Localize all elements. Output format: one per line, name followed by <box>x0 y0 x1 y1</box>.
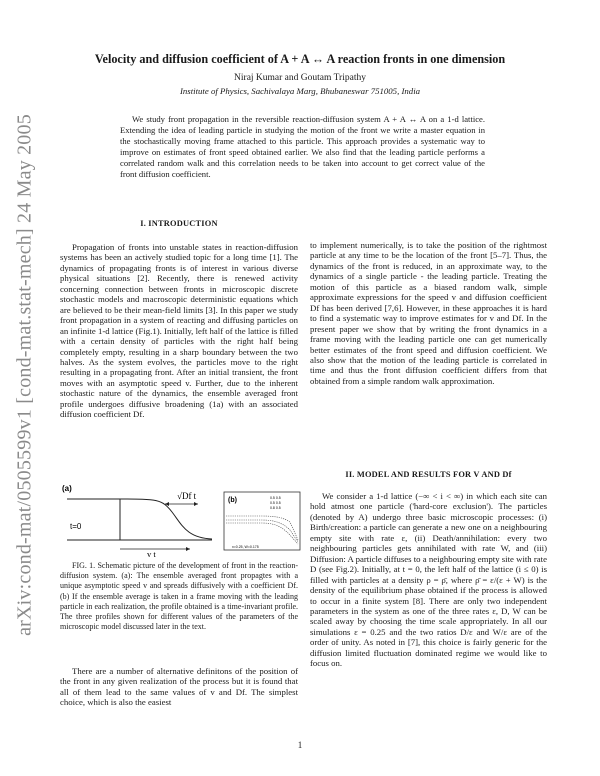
vt-label: v t <box>147 549 156 557</box>
section-heading-introduction: I. INTRODUCTION <box>140 219 218 228</box>
legend-entry-3: 0.8 0.5 <box>270 506 281 510</box>
model-column-right <box>310 491 547 669</box>
paper-authors: Niraj Kumar and Goutam Tripathy <box>234 73 366 83</box>
arxiv-sidebar <box>10 95 40 655</box>
intro-column-left <box>60 242 298 420</box>
panel-a-label: (a) <box>62 484 72 493</box>
intro-paragraph-2: There are a number of alternative definitons of the position of the front in any given realization of the process but it is found that all of them lead to the same values of v and Df. The simplest choice, which is also the easiest <box>60 666 298 708</box>
abstract: We study front propagation in the reversible reaction-diffusion system A + A ↔ A on a 1-d lattice. Extending the idea of leading particle in studying the motion of the front we write a master equation in the stochastically moving frame attached to this particle. This approach provides a systematic way to improve on estimates of front speed obtained earlier. We also find that the leading particle performs a correlated random walk and this correlation needs to be taken into account to get correct value of the front diffusion coefficient. <box>120 114 485 179</box>
profile-curve-1 <box>226 516 298 540</box>
width-arrow-right-head <box>194 502 198 506</box>
intro-paragraph-1: Propagation of fronts into unstable states in reaction-diffusion systems has been an actively studied topic for a long time [1]. The dynamics of propagating fronts is of interest in various diverse physical situations [2]. Recently, there is renewed activity concerning connection between fronts in microscopic discrete stochastic models and macroscopic deterministic equations which are believed to be their mean-field limits [3]. In this paper we study front propagation in a system of reacting and diffusing particles on an infinite 1-d lattice (Fig.1). Initially, left half of the lattice is filled with a certain density of particles with the right half being completely empty, resulting in a sharp boundary between the two halves. As the system evolves, the particles move to the right resulting in a propagating front. After an initial transient, the front moves with an asymptotic speed v. Further, due to the inherent stochastic nature of the dynamics, the ensemble averaged front profile undergoes diffusive broadening (1a) with an associated diffusion coefficient Df. <box>60 242 298 420</box>
figure-1 <box>62 482 302 557</box>
legend-entry-2: 0.5 0.5 <box>270 501 281 505</box>
front-profile-curve <box>120 499 212 539</box>
paper-title: Velocity and diffusion coefficient of A + A ↔ A reaction fronts in one dimension <box>94 52 506 66</box>
intro-column-left-bottom <box>60 666 298 708</box>
legend-entry-1: 0.5 0.5 <box>270 496 281 500</box>
figure-1-graphic <box>62 482 302 557</box>
panel-b-label: (b) <box>228 497 237 504</box>
section-heading-model: II. MODEL AND RESULTS FOR V AND Df <box>345 470 512 479</box>
intro-column-right <box>310 240 547 386</box>
figure-1-caption: FIG. 1. Schematic picture of the development of front in the reaction-diffusion system. (a): The ensemble averaged front propagtes with a unique asymptotic speed v and spreads diffusively with a coefficient Df. (b) If the ensemble average is taken in a frame moving with the leading particle in each realization, the profile obtained is a time-invariant profile. The three profiles shown for different values of the parameters of the microscopic model discussed later in the text. <box>60 561 298 632</box>
sqrt-df-t-label: √Df t <box>177 491 197 501</box>
model-paragraph-1: We consider a 1-d lattice (−∞ < i < ∞) in which each site can hold atmost one particle ('hard-core exclusion'). The particles (denoted by A) undergo three basic microscopic processes: (i) Birth/creation: a particle can generate a new one on a neighbouring empty site with rate ε, (ii) Death/annihilation: every two neighbouring particles gets annihilated with rate W, and (iii) Diffusion: A particle diffuses to a neighbouring empty site with rate D (see Fig.2). Initially, at t = 0, the left half of the lattice (i ≤ 0) is filled with particles at a density ρ = ρ̄, where ρ̄ = ε/(ε + W) is the density of the equilibrium phase obtained if the process is allowed to occur in a finite system [8]. There are only two independent parameters in the system as one of the three rates ε, D, W can be scaled away by choosing the time scale appropriately. In all our simulations ε = 0.25 and the two ratios D/ε and W/ε are of the order of unity. As noted in [7], this choice is fairly generic for the diffusion limited fluctuation dominated regime we would like to focus on. <box>310 491 547 669</box>
paper-affiliation: Institute of Physics, Sachivalaya Marg, Bhubaneswar 751005, India <box>179 86 421 96</box>
displacement-arrow-head <box>186 547 190 551</box>
intro-paragraph-3: to implement numerically, is to take the position of the rightmost particle at any time to be the location of the front [5–7]. Thus, the dynamics of the front is reduced, in an approximate way, to the dynamics of a single particle - the leading particle. Treating the motion of this particle as a biased random walk, simple approximate expressions for the speed v and diffusion coefficient Df has been derived [7,6]. However, in these approaches it is hard to find a systematic way to improve estimates for v and Df. In the present paper we show that by writing the front dynamics in a frame moving with the leading particle one can get numerically better estimates of the front speed and diffusion coefficient. We also show that the motion of the leading particle is correlated in time and thus the front diffusion coefficient differs from that obtained from a simple random walk approximation. <box>310 240 547 386</box>
panel-b-axis-note: x=0.25, W=0.175 <box>232 545 259 549</box>
page-number: 1 <box>297 740 303 750</box>
profile-curve-3 <box>226 523 298 544</box>
arxiv-identifier: arXiv:cond-mat/0505599v1 [cond-mat.stat-mech] 24 May 2005 <box>13 114 36 636</box>
t0-label: t=0 <box>70 522 82 531</box>
